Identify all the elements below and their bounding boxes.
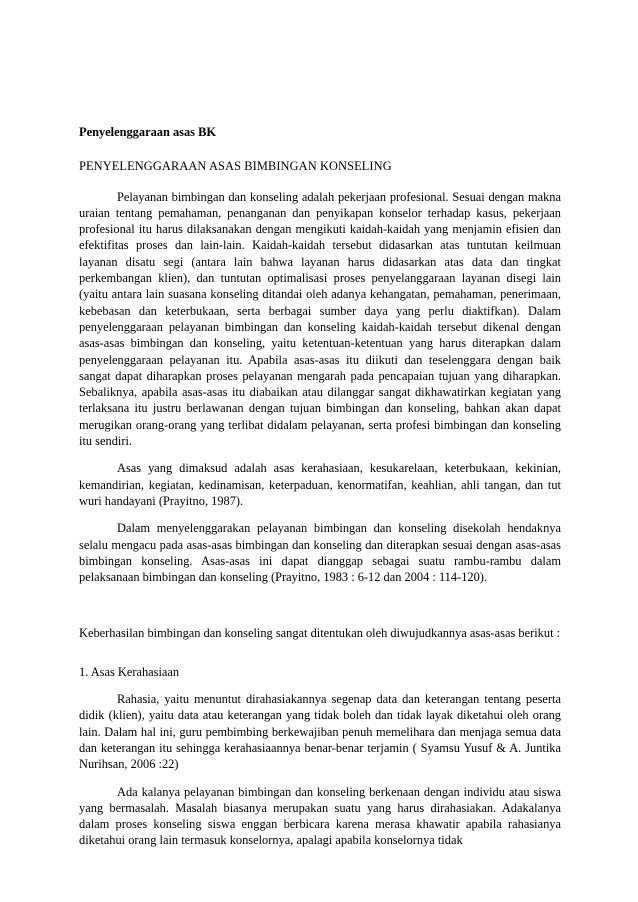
paragraph-intro: Pelayanan bimbingan dan konseling adalah pekerjaan profesional. Sesuai dengan makna uraian tentang pemahaman, penanganan dan penyikapan konselor terhadap kasus, pekerjaan profesional itu harus dilaksanakan dengan mengikuti kaidah-kaidah yang menjamin efisien dan efektifitas proses dan lain-lain. Kaidah-kaidah tersebut didasarkan atas tuntutan keilmuan layanan disatu segi (antara lain bahwa layanan harus didasarkan atas data dan tingkat perkembangan klien), dan tuntutan optimalisasi proses penyelanggaraan layanan disegi lain (yaitu antara lain suasana konseling ditandai oleh adanya kehangatan, pemahaman, penerimaan, kebebasan dan keterbukaan, serta berbagai sumber daya yang perlu diaktifkan). Dalam penyelenggaraan pelayanan bimbingan dan konseling kaidah-kaidah tersebut dikenal dengan asas-asas bimbingan dan konseling, yaitu ketentuan-ketentuan yang harus diterapkan dalam penyelenggaraan pelayanan itu. Apabila asas-asas itu diikuti dan teselenggara dengan baik sangat dapat diharapkan proses pelayanan mengarah pada pencapaian tujuan yang diharapkan. Sebaliknya, apabila asas-asas itu diabaikan atau dilanggar sangat dikhawatirkan kegiatan yang terlaksana itu justru berlawanan dengan tujuan bimbingan dan konseling, bahkan akan dapat merugikan orang-orang yang terlibat didalam pelayanan, serta profesi bimbingan dan konseling itu sendiri. <box>79 189 561 449</box>
paragraph-rahasia: Rahasia, yaitu menuntut dirahasiakannya segenap data dan keterangan tentang peserta didik (klien), yaitu data atau keterangan yang tidak boleh dan tidak layak diketahui oleh orang lain. Dalam hal ini, guru pembimbing berkewajiban penuh memelihara dan menjaga semua data dan keterangan itu sehingga kerahasiaannya benar-benar terjamin ( Syamsu Yusuf & A. Juntika Nurihsan, 2006 :22) <box>79 692 561 772</box>
document-page <box>79 124 561 849</box>
paragraph-ada-kalanya: Ada kalanya pelayanan bimbingan dan konseling berkenaan dengan individu atau siswa yang bermasalah. Masalah biasanya merupakan suatu yang harus dirahasiakan. Adakalanya dalam proses konseling siswa enggan berbicara karena merasa khawatir apabila rahasianya diketahui orang lain termasuk konselornya, apalagi apabila konselornya tidak <box>79 784 561 848</box>
paragraph-asas-list: Asas yang dimaksud adalah asas kerahasiaan, kesukarelaan, keterbukaan, kekinian, kemandirian, kegiatan, kedinamisan, keterpaduan, kenormatifan, keahlian, ahli tangan, dan tut wuri handayani (Prayitno, 1987). <box>79 461 561 508</box>
paragraph-keberhasilan: Keberhasilan bimbingan dan konseling sangat ditentukan oleh diwujudkannya asas-asas berikut : <box>79 626 561 641</box>
paragraph-penyelenggaraan: Dalam menyelenggarakan pelayanan bimbingan dan konseling disekolah hendaknya selalu mengacu pada asas-asas bimbingan dan konseling dan diterapkan sesuai dengan asas-asas bimbingan konseling. Asas-asas ini dapat dianggap sebagai suatu rambu-rambu dalam pelaksanaan bimbingan dan konseling (Prayitno, 1983 : 6-12 dan 2004 : 114-120). <box>79 521 561 585</box>
subsection-heading-kerahasiaan: 1. Asas Kerahasiaan <box>79 664 180 679</box>
document-title: Penyelenggaraan asas BK <box>79 125 216 139</box>
section-heading: PENYELENGGARAAN ASAS BIMBINGAN KONSELING <box>79 159 392 174</box>
